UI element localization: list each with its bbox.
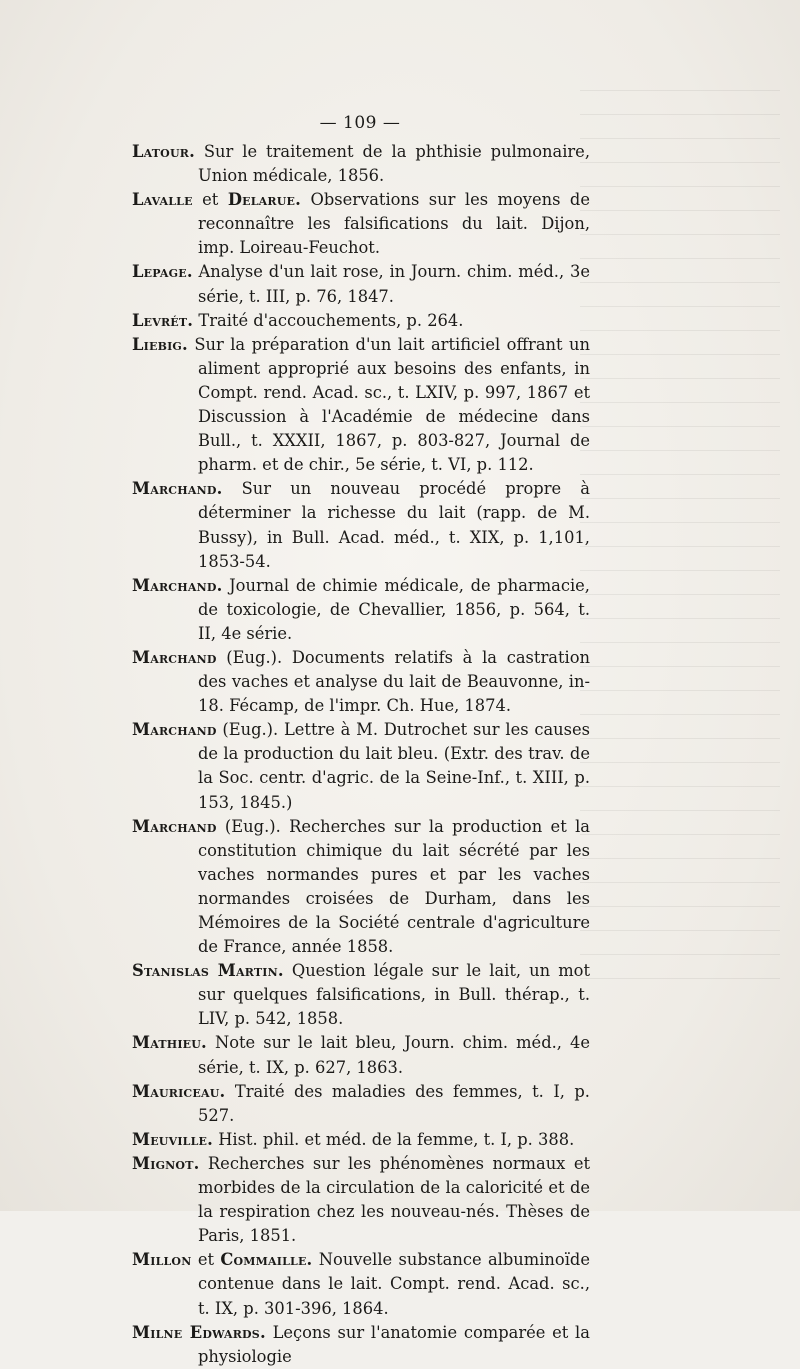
entry-author: Marchand. [132, 479, 223, 499]
entry-text: Journal de chimie médicale, de pharmacie, de toxicologie, de Chevallier, 1856, p. 564, t. II, 4e série. [198, 575, 590, 643]
bibliography-entry [132, 1080, 590, 1128]
entry-author: Liebig. [132, 334, 188, 354]
bibliography-entry [132, 646, 590, 718]
entry-author: Marchand [132, 720, 217, 740]
entry-text: (Eug.). Recherches sur la production et la constitution chimique du lait sécrété par les vaches normandes pures et par les vaches normandes croisées de Durham, dans les Mémoires de la Société centrale d'agriculture de France, année 1858. [198, 816, 590, 957]
bibliography-entry [132, 333, 590, 478]
entry-text: Note sur le lait bleu, Journ. chim. méd., 4e série, t. IX, p. 627, 1863. [198, 1033, 590, 1077]
bibliography-entry [132, 574, 590, 646]
entry-author: Lepage. [132, 262, 193, 282]
bibliography-entry [132, 260, 590, 308]
bibliography-entry [132, 309, 590, 333]
entry-text: Analyse d'un lait rose, in Journ. chim. méd., 3e série, t. III, p. 76, 1847. [198, 262, 590, 306]
entry-author: Millon [132, 1250, 192, 1270]
entry-text: Leçons sur l'anatomie comparée et la physiologie [198, 1322, 590, 1366]
entry-author: Mathieu. [132, 1033, 207, 1053]
entry-second-author: Commaille. [220, 1250, 313, 1270]
entry-author: Milne Edwards. [132, 1322, 266, 1342]
entry-text: Traité d'accouchements, p. 264. [198, 310, 464, 330]
entry-author: Levrét. [132, 310, 194, 330]
entry-text: Traité des maladies des femmes, t. I, p. 527. [198, 1081, 590, 1125]
entry-text: Recherches sur les phénomènes normaux et morbides de la circulation de la caloricité et de la respiration chez les nouveau-nés. Thèses de Paris, 1851. [198, 1153, 590, 1246]
entry-text: Question légale sur le lait, un mot sur quelques falsifications, in Bull. thérap., t. LIV, p. 542, 1858. [198, 961, 590, 1029]
entry-author-joiner: et [197, 1250, 214, 1270]
entry-text: Sur le traitement de la phthisie pulmonaire, Union médicale, 1856. [198, 142, 590, 186]
page-number: — 109 — [319, 113, 401, 133]
entry-author-joiner: et [202, 190, 219, 210]
bibliography-entry [132, 1248, 590, 1320]
bibliography-entry [132, 1152, 590, 1248]
entry-author: Mignot. [132, 1153, 200, 1173]
entry-text: Observations sur les moyens de reconnaître les falsifications du lait. Dijon, imp. Loireau-Feuchot. [198, 190, 590, 258]
entry-author: Marchand [132, 816, 217, 836]
entry-text: Hist. phil. et méd. de la femme, t. I, p. 388. [218, 1129, 575, 1149]
entry-author: Marchand. [132, 575, 223, 595]
bibliography-entry [132, 188, 590, 260]
entry-text: Sur un nouveau procédé propre à déterminer la richesse du lait (rapp. de M. Bussy), in Bull. Acad. méd., t. XIX, p. 1,101, 1853-54. [198, 479, 590, 571]
entry-text: Nouvelle substance albuminoïde contenue dans le lait. Compt. rend. Acad. sc., t. IX, p. 301-396, 1864. [198, 1250, 590, 1318]
entry-author: Marchand [132, 647, 217, 667]
bibliography-entry [132, 1321, 590, 1369]
bleed-through-texture [580, 90, 780, 990]
bibliography-entry [132, 815, 590, 960]
bibliography-entry [132, 1031, 590, 1079]
bibliography-list [132, 140, 590, 1369]
bibliography-entry [132, 477, 590, 573]
entry-author: Meuville. [132, 1129, 214, 1149]
bibliography-entry [132, 959, 590, 1031]
entry-text: (Eug.). Documents relatifs à la castration des vaches et analyse du lait de Beauvonne, in-18. Fécamp, de l'impr. Ch. Hue, 1874. [198, 647, 590, 716]
entry-second-author: Delarue. [227, 190, 301, 210]
bibliography-entry [132, 1128, 590, 1152]
entry-author: Latour. [132, 142, 195, 161]
entry-author: Stanislas Martin. [132, 961, 284, 981]
entry-text: (Eug.). Lettre à M. Dutrochet sur les causes de la production du lait bleu. (Extr. des trav. de la Soc. centr. d'agric. de la Seine-Inf., t. XIII, p. 153, 1845.) [198, 720, 590, 812]
entry-author: Lavalle [132, 190, 193, 210]
bibliography-entry [132, 718, 590, 814]
bibliography-entry [132, 140, 590, 188]
entry-text: Sur la préparation d'un lait artificiel offrant un aliment approprié aux besoins des enfants, in Compt. rend. Acad. sc., t. LXIV, p. 997, 1867 et Discussion à l'Académie de médecine dans Bull., t. XXXII, 1867, p. 803-827, Journal de pharm. et de chir., 5e série, t. VI, p. 112. [194, 334, 590, 475]
entry-author: Mauriceau. [132, 1081, 226, 1101]
